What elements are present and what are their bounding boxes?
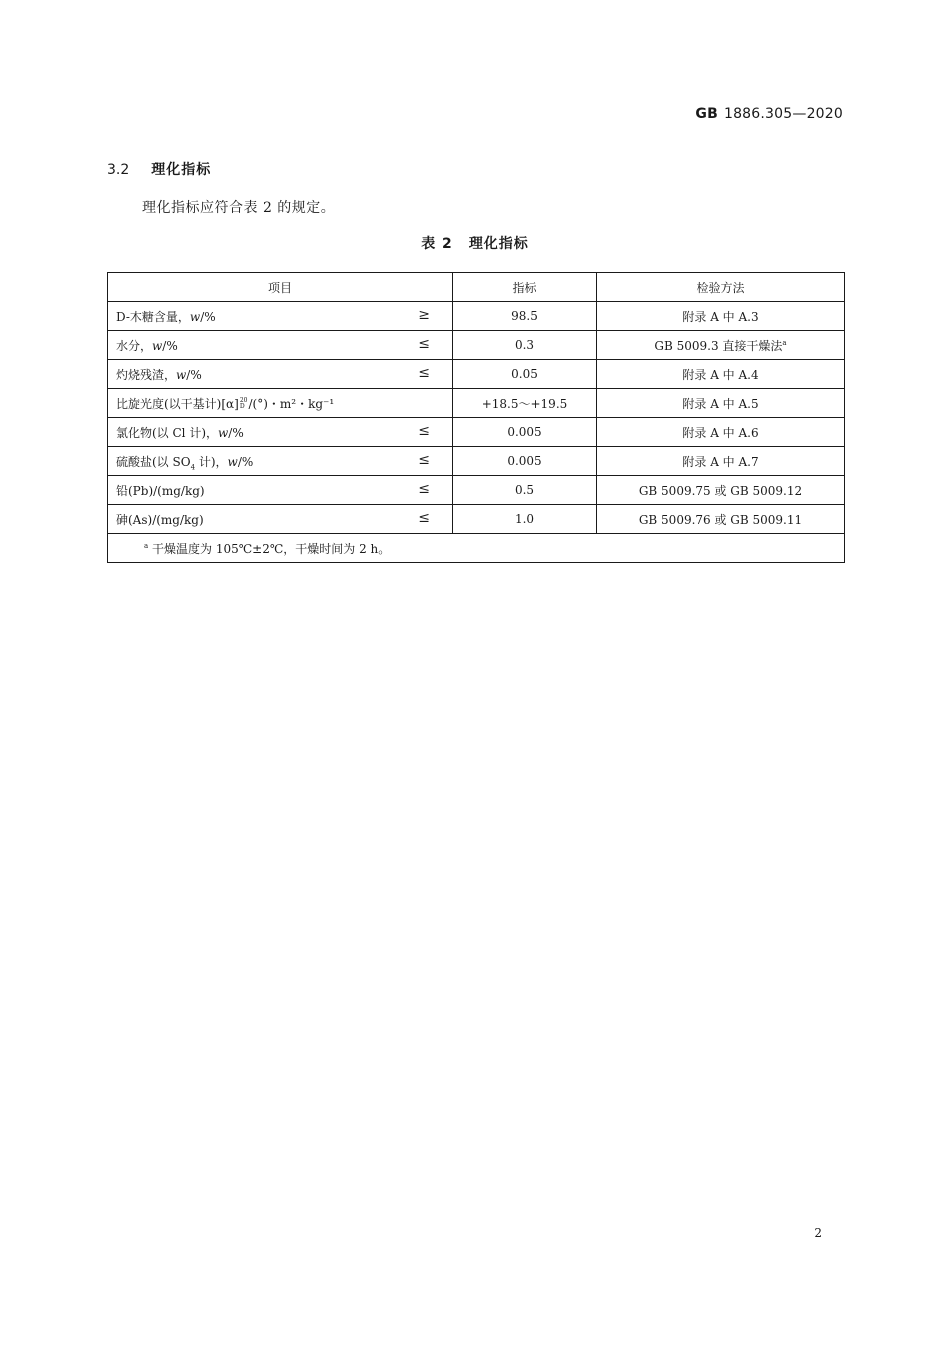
value-cell: +18.5～+19.5: [453, 389, 597, 418]
wavelength-subscript: D: [239, 403, 245, 410]
method-cell: 附录 A 中 A.7: [597, 447, 845, 476]
body-paragraph: 理化指标应符合表 2 的规定。: [142, 200, 336, 216]
method-cell: GB 5009.76 或 GB 5009.11: [597, 505, 845, 534]
footnote-text: 干燥温度为 105℃±2℃，干燥时间为 2 h。: [152, 541, 391, 556]
value-cell: 98.5: [453, 302, 597, 331]
item-cell: [108, 418, 453, 447]
section-number: 3.2: [107, 162, 130, 178]
method-cell: [597, 331, 845, 360]
item-unit: /%: [186, 367, 202, 382]
column-header-value: 指标: [453, 273, 597, 302]
table-row: [108, 331, 845, 360]
value-cell: 0.005: [453, 418, 597, 447]
table-row: [108, 476, 845, 505]
item-label: D-木糖含量，: [116, 309, 190, 324]
table-caption-label: 表 2: [421, 236, 453, 252]
item-cell: [108, 447, 453, 476]
footnote-cell: [108, 534, 845, 563]
comparison-sign: ≤: [418, 336, 430, 352]
method-cell: 附录 A 中 A.3: [597, 302, 845, 331]
method-cell: 附录 A 中 A.5: [597, 389, 845, 418]
footnote-mark: a: [144, 541, 149, 550]
column-header-item: 项目: [108, 273, 453, 302]
item-cell: [108, 389, 453, 418]
item-unit: /%: [228, 425, 244, 440]
table-caption: [0, 233, 950, 253]
item-unit: /%: [200, 309, 216, 324]
item-label: 比旋光度(以干基计)[α]: [116, 396, 239, 411]
column-header-method: 检验方法: [597, 273, 845, 302]
item-variable: w: [227, 454, 238, 469]
item-variable: w: [152, 338, 163, 353]
section-heading: [107, 159, 211, 179]
standard-number: 1886.305—2020: [723, 106, 843, 122]
item-cell: [108, 476, 453, 505]
comparison-sign: ≤: [418, 365, 430, 381]
footnote-ref: a: [782, 338, 787, 347]
temperature-superscript: 20: [239, 397, 248, 404]
item-label-tail: 计)，: [195, 454, 228, 469]
item-cell: [108, 331, 453, 360]
item-label: 砷(As)/(mg/kg): [116, 512, 204, 527]
item-unit: /%: [237, 454, 254, 469]
item-cell: [108, 302, 453, 331]
item-variable: w: [189, 309, 201, 324]
page-number: 2: [814, 1226, 822, 1240]
table-row: [108, 302, 845, 331]
method-cell: 附录 A 中 A.6: [597, 418, 845, 447]
sulfate-subscript: 4: [190, 462, 196, 471]
spec-table: [107, 272, 845, 563]
table-row: [108, 360, 845, 389]
item-label: 铅(Pb)/(mg/kg): [116, 483, 205, 498]
section-title: 理化指标: [151, 162, 212, 178]
value-cell: 0.3: [453, 331, 597, 360]
value-cell: 0.5: [453, 476, 597, 505]
item-label: 氯化物(以 Cl 计)，: [116, 425, 219, 440]
table-row: [108, 447, 845, 476]
comparison-sign: ≤: [418, 423, 430, 439]
table-row: [108, 505, 845, 534]
comparison-sign: ≤: [418, 481, 430, 497]
item-variable: w: [176, 367, 187, 382]
method-cell: 附录 A 中 A.4: [597, 360, 845, 389]
method-text: GB 5009.3 直接干燥法: [654, 338, 783, 353]
comparison-sign: ≤: [418, 452, 430, 468]
table-header-row: [108, 273, 845, 302]
rotation-notation: [240, 398, 248, 410]
item-variable: w: [218, 425, 229, 440]
item-label: 水分，: [116, 338, 153, 353]
value-cell: 0.005: [453, 447, 597, 476]
item-label: 硫酸盐(以 SO: [116, 454, 191, 469]
table-row: [108, 389, 845, 418]
table-footnote-row: [108, 534, 845, 563]
comparison-sign: ≤: [418, 510, 430, 526]
item-cell: [108, 505, 453, 534]
table-row: [108, 418, 845, 447]
item-unit: /(°)・m²・kg⁻¹: [248, 396, 335, 411]
value-cell: 0.05: [453, 360, 597, 389]
item-label: 灼烧残渣，: [116, 367, 177, 382]
table-caption-title: 理化指标: [468, 236, 529, 252]
item-cell: [108, 360, 453, 389]
standard-prefix: GB: [695, 106, 718, 122]
comparison-sign: ≥: [418, 307, 430, 323]
standard-header: [695, 106, 843, 122]
value-cell: 1.0: [453, 505, 597, 534]
item-unit: /%: [162, 338, 178, 353]
method-cell: GB 5009.75 或 GB 5009.12: [597, 476, 845, 505]
